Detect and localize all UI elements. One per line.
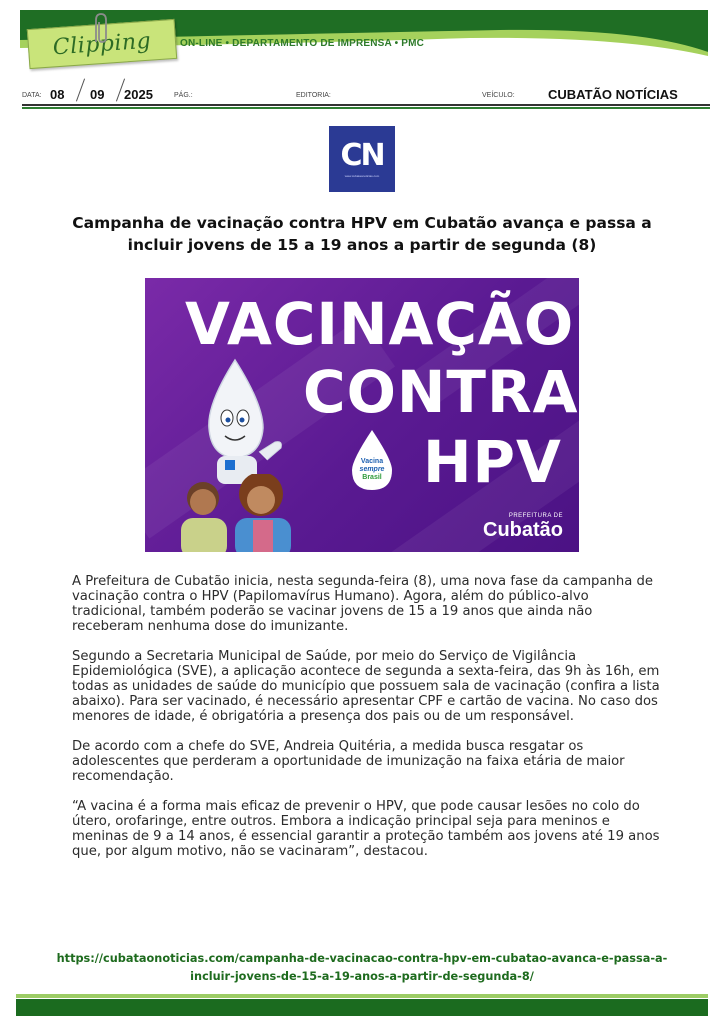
prefeitura-top: PREFEITURA DE [508,513,563,519]
meta-row [22,82,712,106]
promo-title-line1: VACINAÇÃO [185,290,575,358]
veiculo-label: VEÍCULO: [482,92,515,99]
prefeitura-logo [483,513,563,542]
mascot-drop-icon [195,356,305,486]
badge-line3: Brasil [362,474,382,481]
campaign-image [145,278,579,552]
promo-title-line2: CONTRA [303,358,579,426]
header-subtitle: ON-LINE • DEPARTAMENTO DE IMPRENSA • PMC [180,38,425,49]
editoria-label: EDITORIA: [296,92,331,99]
divider [22,104,710,106]
prefeitura-name: Cubatão [483,519,563,541]
cn-logo [329,126,395,192]
badge-text [348,458,396,482]
article-paragraph: Segundo a Secretaria Municipal de Saúde, por meio do Serviço de Vigilância Epidemiológica (SVE), a aplicação acontece de segunda a sexta-feira, das 9h às 16h, em todas as unidades de saúde do município que possuem sala de vacinação (confira a lista abaixo). Para ser vacinado, é necessário apresentar CPF e cartão de vacina. No caso dos menores de idade, é obrigatória a presença dos pais ou de um responsável. [72,649,660,724]
date-separator [76,79,85,102]
article-paragraph: “A vacina é a forma mais eficaz de prevenir o HPV, que pode causar lesões no colo do útero, orofaringe, entre outros. Embora a indicação principal seja para meninos e meninas de 9 a 14 anos, é essencial garantir a proteção também aos jovens até 19 anos que, por algum motivo, não se vacinaram”, destacou. [72,799,660,859]
article-paragraph: De acordo com a chefe do SVE, Andreia Quitéria, a medida busca resgatar os adolescentes que perderam a oportunidade de imunização na faixa etária de maior recomendação. [72,739,625,784]
footer-bar-dark [16,999,708,1016]
paperclip-icon [90,12,112,46]
veiculo-value: CUBATÃO NOTÍCIAS [548,87,678,102]
divider [22,107,710,109]
badge-line1: Vacina [360,458,384,465]
clipping-label: Clipping [52,28,152,60]
date-day: 08 [50,87,65,102]
source-url[interactable] [40,950,684,986]
cn-logo-url: www.cubataonoticias.com [344,173,380,178]
date-month: 09 [90,87,105,102]
date-year: 2025 [124,87,153,102]
source-url-line2[interactable]: incluir-jovens-de-15-a-19-anos-a-partir-de-segunda-8/ [190,970,534,983]
page-label: PÁG.: [174,92,193,99]
promo-title-line3: HPV [423,428,562,496]
source-url-line1[interactable]: https://cubataonoticias.com/campanha-de-vacinacao-contra-hpv-em-cubatao-avanca-e-passa-a- [56,952,668,965]
article-paragraph: A Prefeitura de Cubatão inicia, nesta segunda-feira (8), uma nova fase da campanha de vacinação contra o HPV (Papilomavírus Humano). Agora, além do público-alvo tradicional, também poderão se vacinar jovens de 15 a 19 anos que ainda não receberam nenhuma dose do imunizante. [72,574,653,634]
date-label: DATA: [22,92,42,99]
article-headline: Campanha de vacinação contra HPV em Cubatão avança e passa a incluir jovens de 15 a 19 anos a partir de segunda (8) [72,214,652,254]
cn-logo-text: CN [340,137,384,173]
footer-bar-light [16,994,708,998]
kids-illustration [169,474,309,552]
article-body [72,574,662,874]
badge-line2: sempre [359,466,385,473]
